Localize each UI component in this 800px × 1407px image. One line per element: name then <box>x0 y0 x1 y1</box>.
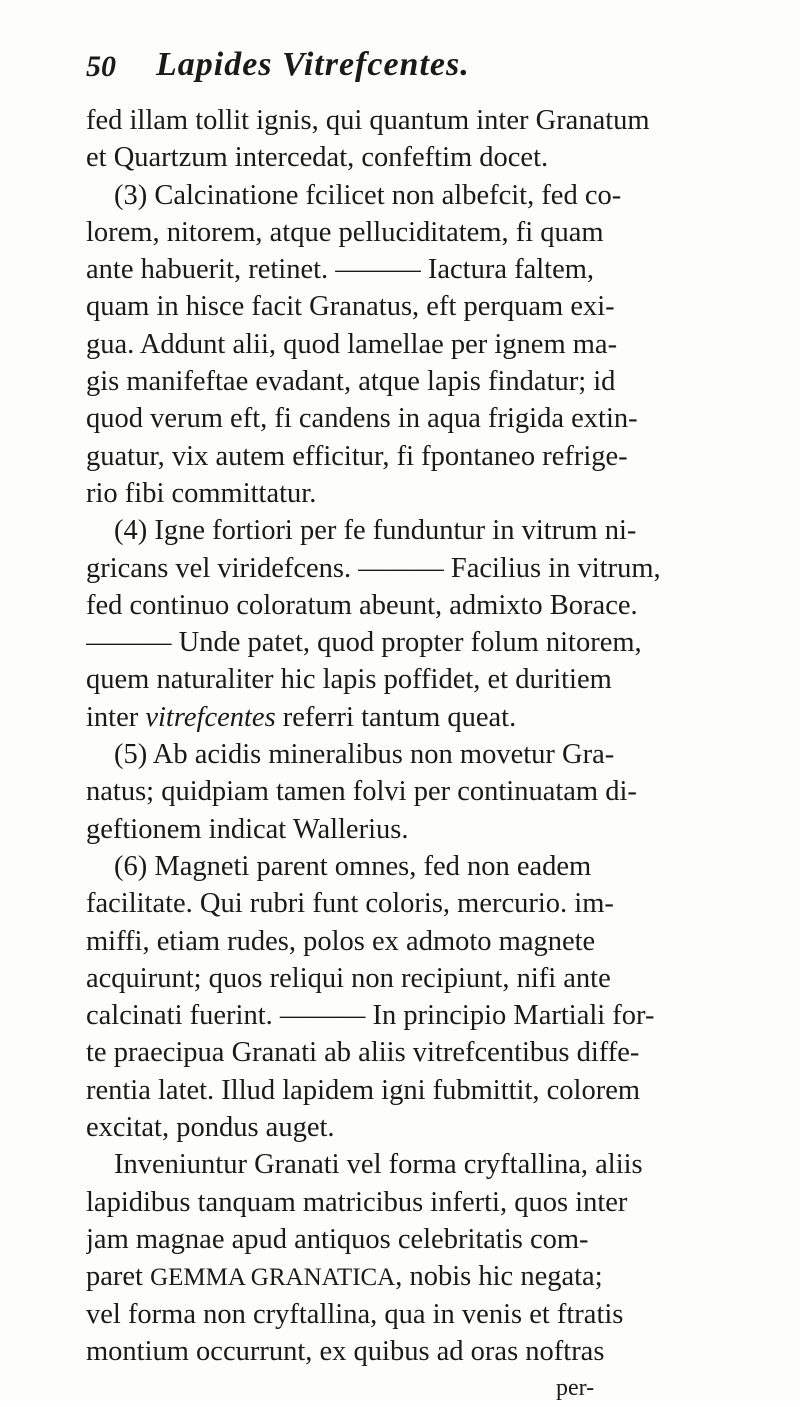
text-line: miffi, etiam rudes, polos ex admoto magnete <box>86 925 596 957</box>
text-line: quod verum eft, fi candens in aqua frigida extin- <box>86 403 638 435</box>
text-line: acquirunt; quos reliqui non recipiunt, nifi ante <box>86 962 611 994</box>
paragraph-3-start: (3) Calcinatione fcilicet non albefcit, fed co- <box>114 179 622 211</box>
text-line: calcinati fuerint. ——— In principio Martiali for- <box>86 1000 655 1032</box>
text-line: paret GEMMA GRANATICA, nobis hic negata; <box>86 1261 603 1293</box>
text-line: gua. Addunt alii, quod lamellae per ignem ma- <box>86 328 618 360</box>
text-line: gis manifeftae evadant, atque lapis findatur; id <box>86 366 616 398</box>
body-text <box>86 102 776 1407</box>
text-line: lorem, nitorem, atque pelluciditatem, fi quam <box>86 216 604 248</box>
text-line: natus; quidpiam tamen folvi per continuatam di- <box>86 776 637 808</box>
text-line: jam magnae apud antiquos celebritatis com- <box>86 1223 589 1255</box>
text-line: rio fibi committatur. <box>86 477 317 509</box>
text-line: vel forma non cryftallina, qua in venis et ftratis <box>86 1298 624 1330</box>
running-title: Lapides Vitrefcentes. <box>156 46 470 83</box>
text-line: fed continuo coloratum abeunt, admixto Borace. <box>86 589 638 621</box>
text-line: lapidibus tanquam matricibus inferti, quos inter <box>86 1186 628 1218</box>
text-line: montium occurrunt, ex quibus ad oras noftras <box>86 1335 605 1367</box>
small-caps-term: GEMMA GRANATICA <box>150 1264 396 1292</box>
text-line: rentia latet. Illud lapidem igni fubmittit, colorem <box>86 1074 641 1106</box>
paragraph-5-start: (5) Ab acidis mineralibus non movetur Gra- <box>114 739 615 771</box>
text-line: excitat, pondus auget. <box>86 1112 335 1144</box>
running-head <box>86 46 766 86</box>
italic-term: vitrefcentes <box>145 701 276 733</box>
text-line: quam in hisce facit Granatus, eft perquam exi- <box>86 291 615 323</box>
paragraph-6-start: (6) Magneti parent omnes, fed non eadem <box>114 850 592 882</box>
text-line: quem naturaliter hic lapis poffidet, et duritiem <box>86 664 612 696</box>
text-line: ante habuerit, retinet. ——— Iactura faltem, <box>86 254 595 286</box>
text-line: facilitate. Qui rubri funt coloris, mercurio. im- <box>86 888 614 920</box>
page-number: 50 <box>86 50 116 83</box>
catchword: per- <box>556 1375 595 1402</box>
text-line: guatur, vix autem efficitur, fi fpontaneo refrige- <box>86 440 628 472</box>
text-line: fed illam tollit ignis, qui quantum inter Granatum <box>86 105 650 136</box>
text-line: inter vitrefcentes referri tantum queat. <box>86 701 517 733</box>
text-line: geftionem indicat Wallerius. <box>86 813 409 845</box>
text-line: et Quartzum intercedat, confeftim docet. <box>86 142 549 174</box>
text-line: te praecipua Granati ab aliis vitrefcentibus diffe- <box>86 1037 640 1069</box>
paragraph-7-start: Inveniuntur Granati vel forma cryftallina, aliis <box>114 1149 643 1181</box>
text-line: gricans vel viridefcens. ——— Facilius in vitrum, <box>86 552 661 584</box>
paragraph-4-start: (4) Igne fortiori per fe funduntur in vitrum ni- <box>114 515 637 547</box>
text-line: ——— Unde patet, quod propter folum nitorem, <box>86 627 642 659</box>
